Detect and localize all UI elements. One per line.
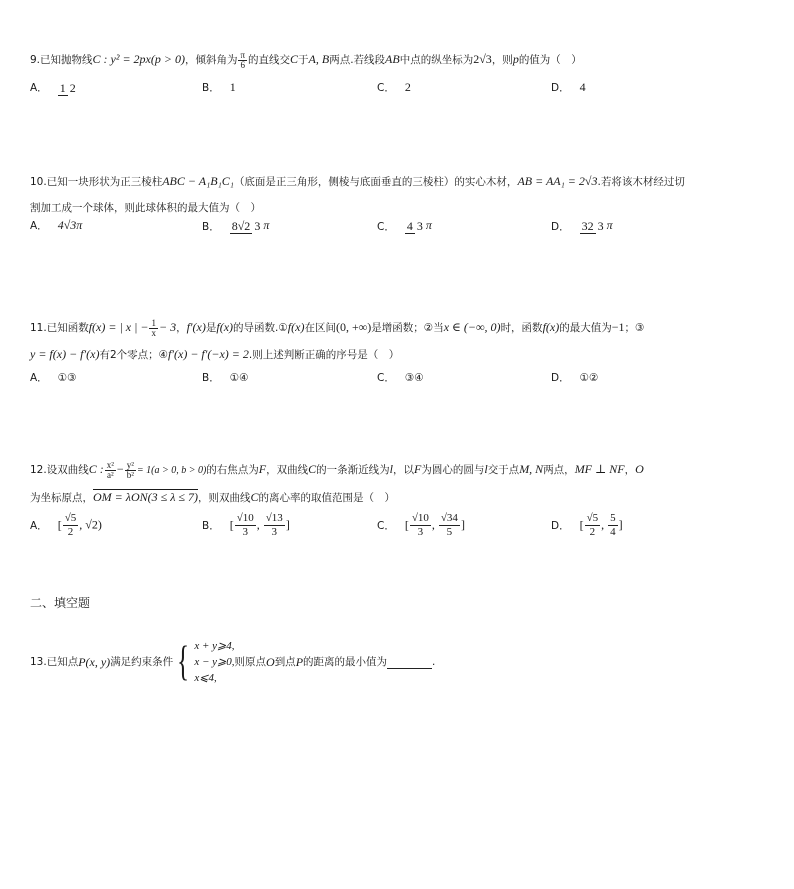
q9-angle: $\frac{\pi}{6}$	[240, 49, 246, 70]
q12-option-b[interactable]: B． [ $\frac{√10}{3}$ , $\frac{√13}{3}$ ]	[202, 512, 290, 538]
q13-text-5: 的距离的最小值为	[303, 656, 388, 668]
q11-option-c[interactable]: C． ③④	[377, 371, 424, 384]
q12-eq: = 1(a > 0, b > 0)	[136, 465, 207, 476]
q12-C2: C	[308, 462, 317, 476]
q9-number: 9.	[30, 54, 41, 66]
q11-fx: f(x)	[216, 320, 234, 334]
q12-text-3: ，双曲线	[266, 464, 309, 476]
q11-line2-eq: y = f(x) − f′(x)	[30, 347, 100, 361]
q12-text-4: 的一条渐近线为	[316, 464, 390, 476]
q12-text-7: 交于点	[487, 464, 520, 476]
q12-text-1: 设双曲线	[46, 464, 89, 476]
q10-line-2: 割加工成一个球体，则此球体积的最大值为（ ）	[30, 202, 261, 214]
q11-condition: x ∈ (−∞, 0)	[443, 320, 501, 334]
question-12	[30, 456, 770, 511]
q9-options	[30, 80, 770, 110]
q11-fx2: f(x)	[287, 320, 305, 334]
q10-text-1: 已知一块形状为正三棱柱	[46, 176, 163, 188]
section-title: 二、填空题	[30, 596, 91, 610]
question-13	[30, 638, 770, 686]
q12-mn: M, N	[519, 462, 544, 476]
q11-text-7: 时，函数	[500, 322, 543, 334]
q11-func-frac: $\frac{1}{x}$	[151, 317, 156, 338]
q13-constraint-1: x + y⩾4,	[194, 640, 235, 652]
q12-O: O	[635, 462, 644, 476]
q13-text-3: 则原点	[234, 656, 267, 668]
q11-option-a[interactable]: A． ①③	[30, 371, 77, 384]
q9-ab2: AB	[385, 52, 400, 66]
q11-options	[30, 370, 770, 400]
q9-text-2: ，倾斜角为	[184, 54, 238, 66]
q9-text-6: 中点的纵坐标为	[399, 54, 474, 66]
q11-text-8: 的最大值为	[559, 322, 612, 334]
q11-line2-eq2: f′(x) − f′(−x) = 2	[168, 347, 249, 361]
q13-point: P(x, y)	[78, 655, 111, 669]
q11-option-d[interactable]: D． ①②	[551, 371, 599, 384]
q12-options	[30, 512, 770, 542]
q12-text-8: 两点，	[543, 464, 575, 476]
q12-l2: l	[484, 462, 488, 476]
q9-text-8: 的值为（ ）	[518, 54, 582, 66]
q12-option-d[interactable]: D． [ $\frac{√5}{2}$ , $\frac{5}{4}$ ]	[551, 512, 623, 538]
q12-vector: OM = λON(3 ≤ λ ≤ 7)	[93, 490, 198, 504]
q11-fx3: f(x)	[542, 320, 560, 334]
q11-text-1: 已知函数	[46, 322, 89, 334]
q13-number: 13.	[30, 656, 47, 668]
q12-number: 12.	[30, 464, 47, 476]
q12-minus: −	[116, 462, 124, 476]
q9-p: p	[512, 52, 519, 66]
q12-text-9: ，	[624, 464, 636, 476]
q13-constraint-system: { x + y⩾4, x − y⩾0, x⩽4,	[177, 639, 235, 685]
q13-O: O	[266, 655, 275, 669]
q9-value: 2√3	[473, 52, 492, 66]
q12-l: l	[389, 462, 393, 476]
q13-period: .	[432, 656, 436, 668]
q12-text-6: 为圆心的圆与	[421, 464, 485, 476]
q9-c: C	[290, 52, 299, 66]
q13-text-4: 到点	[274, 656, 296, 668]
q11-fprime: f′(x)	[186, 320, 206, 334]
q13-text-1: 已知点	[46, 656, 79, 668]
q11-func-1: f(x) = | x | −	[88, 320, 149, 334]
q12-C3: C	[250, 490, 259, 504]
q10-prism: ABC − A₁B₁C₁	[162, 174, 234, 188]
q11-line2-text: 有2个零点；④	[99, 349, 169, 361]
q11-text-2: ，	[176, 322, 187, 334]
q12-frac-x: $\frac{\text{x²}}{\text{a²}}$	[106, 459, 114, 480]
q12-F2: F	[414, 462, 422, 476]
q9-option-a[interactable]: A． 1 2	[30, 80, 76, 95]
q11-number: 11.	[30, 322, 47, 334]
q13-constraint-2: x − y⩾0,	[194, 656, 235, 668]
q9-parabola-eq: C : y² = 2px(p > 0)	[92, 52, 185, 66]
question-10	[30, 168, 770, 221]
question-11	[30, 314, 770, 368]
q11-text-9: ；③	[624, 322, 645, 334]
q10-text-2: （底面是正三角形，侧棱与底面垂直的三棱柱）的实心木材，	[233, 176, 518, 188]
q12-line2-b: ，则双曲线	[198, 492, 251, 504]
q12-c: C :	[88, 462, 104, 476]
q9-text-5: 两点.若线段	[329, 54, 386, 66]
q12-perp: MF ⊥ NF	[574, 462, 625, 476]
q11-line2-end: .则上述判断正确的序号是（ ）	[248, 349, 400, 361]
q9-option-c[interactable]: C． 2	[377, 80, 411, 94]
q10-option-c[interactable]: C． 4 3 π	[377, 218, 432, 233]
q13-text-2: 满足约束条件	[110, 656, 174, 668]
q12-line2-a: 为坐标原点，	[30, 492, 93, 504]
q10-text-3: .若将该木材经过切	[597, 176, 685, 188]
q9-text-4: 于	[298, 54, 309, 66]
q9-text-1: 已知抛物线	[40, 54, 93, 66]
q13-P: P	[295, 655, 304, 669]
q9-option-b[interactable]: B． 1	[202, 80, 236, 94]
q11-option-b[interactable]: B． ①④	[202, 371, 249, 384]
q9-ab: A, B	[308, 52, 330, 66]
q11-text-5: 在区间	[304, 322, 336, 334]
q12-option-c[interactable]: C． [ $\frac{√10}{3}$ , $\frac{√34}{5}$ ]	[377, 512, 465, 538]
q9-option-d[interactable]: D． 4	[551, 80, 586, 94]
q13-answer-blank[interactable]	[387, 656, 432, 669]
q12-frac-y: $\frac{\text{y²}}{\text{b²}}$	[126, 459, 134, 480]
q11-text-4: 的导函数.①	[233, 322, 288, 334]
q12-text-2: 的右焦点为	[206, 464, 259, 476]
q12-option-a[interactable]: A． [ $\frac{√5}{2}$ , √2)	[30, 512, 102, 538]
q11-max-value: −1	[611, 320, 625, 334]
q10-option-d[interactable]: D． 32 3 π	[551, 218, 613, 233]
q9-text-3: 的直线交	[248, 54, 291, 66]
q10-number: 10.	[30, 176, 47, 188]
q10-options	[30, 218, 770, 248]
q12-line2-c: 的离心率的取值范围是（ ）	[258, 492, 396, 504]
q11-func-2: − 3	[158, 320, 177, 334]
q11-text-6: 是增函数；②当	[371, 322, 444, 334]
q13-constraint-3: x⩽4,	[194, 672, 217, 684]
q11-interval: (0, +∞)	[335, 320, 372, 334]
q11-text-3: 是	[205, 322, 217, 334]
q10-option-b[interactable]: B． 8√2 3 π	[202, 218, 270, 233]
q9-text-7: ，则	[491, 54, 513, 66]
q10-option-a[interactable]: A． 4√3π	[30, 218, 83, 232]
q12-text-5: ，以	[393, 464, 414, 476]
q10-equation: AB = AA₁ = 2√3	[517, 174, 598, 188]
question-9	[30, 46, 770, 73]
q12-F: F	[258, 462, 267, 476]
